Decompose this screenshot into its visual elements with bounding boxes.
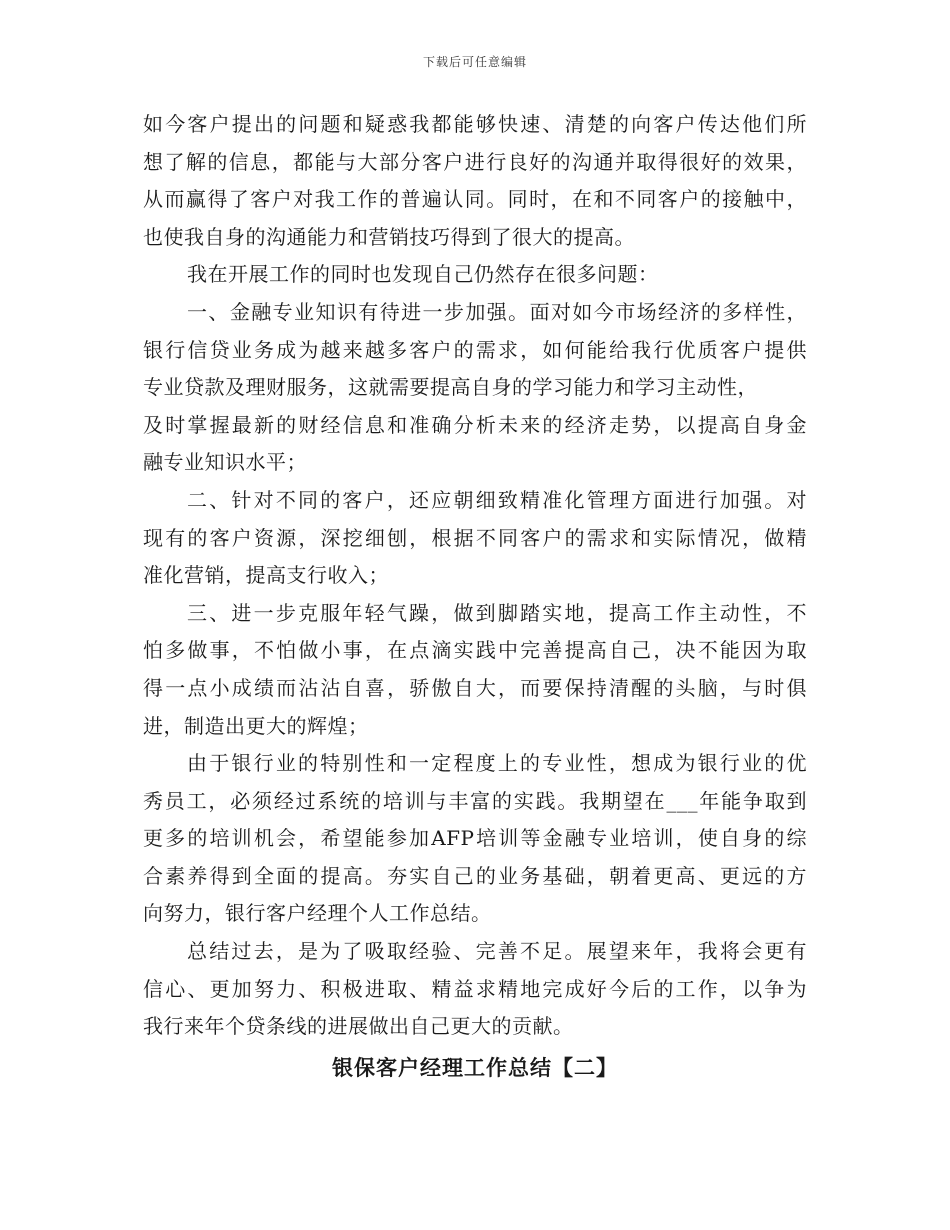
text-line: 二、针对不同的客户，还应朝细致精准化管理方面进行加强。对: [187, 487, 807, 512]
text-line: 融专业知识水平；: [143, 450, 307, 475]
text-line: 准化营销，提高支行收入；: [143, 563, 389, 588]
document-body: [143, 106, 807, 1089]
text-line: 如今客户提出的问题和疑惑我都能够快速、清楚的向客户传达他们所: [143, 112, 807, 136]
text-line: 秀员工，必须经过系统的培训与丰富的实践。我期望在___年能争取到: [143, 788, 807, 813]
page-header: 下载后可任意编辑: [422, 55, 527, 69]
text-line: 怕多做事，不怕做小事，在点滴实践中完善提高自己，决不能因为取: [143, 638, 807, 663]
text-line: 三、进一步克服年轻气躁，做到脚踏实地，提高工作主动性，不: [187, 600, 807, 625]
text-line: 我行来年个贷条线的进展做出自己更大的贡献。: [143, 1014, 574, 1039]
text-line: 由于银行业的特别性和一定程度上的专业性，想成为银行业的优: [187, 751, 807, 776]
section-title: 银保客户经理工作总结【二】: [332, 1054, 618, 1080]
text-line: 一、金融专业知识有待进一步加强。面对如今市场经济的多样性，: [187, 299, 807, 324]
text-line: 现有的客户资源，深挖细刨，根据不同客户的需求和实际情况，做精: [143, 525, 807, 550]
text-line: 信心、更加努力、积极进取、精益求精地完成好今后的工作，以争为: [143, 976, 807, 1001]
text-line: 也使我自身的沟通能力和营销技巧得到了很大的提高。: [143, 224, 635, 249]
text-line: 从而赢得了客户对我工作的普遍认同。同时，在和不同客户的接触中，: [143, 187, 807, 212]
text-line: 想了解的信息，都能与大部分客户进行良好的沟通并取得很好的效果，: [143, 149, 807, 174]
text-line: 银行信贷业务成为越来越多客户的需求，如何能给我行优质客户提供: [143, 337, 807, 362]
text-line: 更多的培训机会，希望能参加AFP培训等金融专业培训，使自身的综: [143, 826, 807, 851]
text-line: 合素养得到全面的提高。夯实自己的业务基础，朝着更高、更远的方: [143, 863, 807, 888]
text-line: 向努力，银行客户经理个人工作总结。: [143, 901, 492, 926]
text-line: 进，制造出更大的辉煌；: [143, 713, 369, 738]
paragraph-lines: [143, 106, 807, 1046]
text-line: 得一点小成绩而沾沾自喜，骄傲自大，而要保持清醒的头脑，与时俱: [143, 675, 807, 700]
text-line: 及时掌握最新的财经信息和准确分析未来的经济走势，以提高自身金: [143, 412, 807, 437]
text-line: 专业贷款及理财服务，这就需要提高自身的学习能力和学习主动性，: [143, 375, 758, 400]
text-line: 总结过去，是为了吸取经验、完善不足。展望来年，我将会更有: [187, 939, 807, 964]
text-line: 我在开展工作的同时也发现自己仍然存在很多问题：: [187, 262, 659, 287]
